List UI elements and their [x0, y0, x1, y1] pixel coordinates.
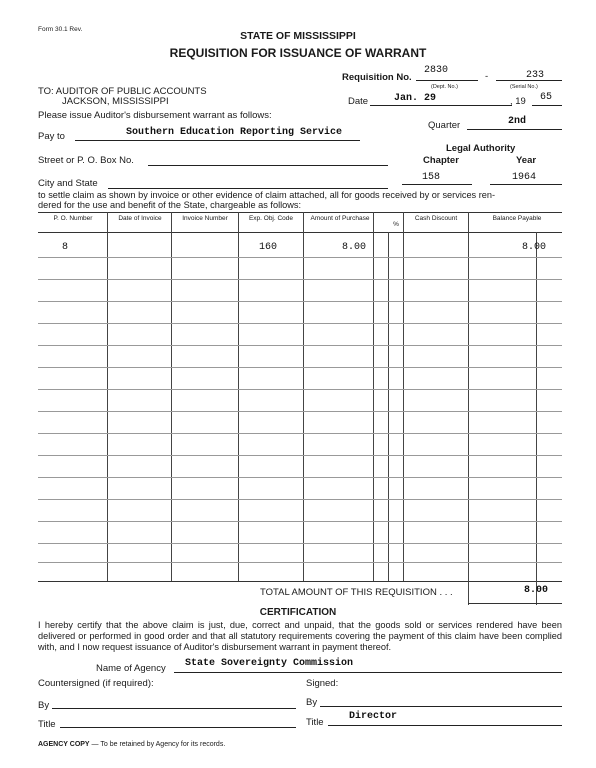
header-date-of-invoice: Date of Invoice	[118, 215, 162, 222]
signed-by-label: By	[306, 697, 318, 708]
addressee-line2: JACKSON, MISSISSIPPI	[62, 96, 169, 107]
serial-caption: (Serial No.)	[510, 84, 538, 90]
header-exp-obj-code: Exp. Obj. Code	[248, 215, 294, 222]
pay-to-value[interactable]: Southern Education Reporting Service	[126, 127, 343, 138]
header-balance-payable: Balance Payable	[492, 215, 542, 222]
cell-po-number[interactable]: 8	[62, 242, 69, 253]
chapter-value[interactable]: 158	[422, 172, 441, 183]
header-cash-discount: Cash Discount	[414, 215, 458, 222]
footer-note	[38, 741, 225, 748]
date-value[interactable]: Jan. 29	[394, 93, 437, 104]
requisition-label: Requisition No.	[342, 72, 412, 83]
year-label: Year	[516, 155, 537, 166]
state-title: STATE OF MISSISSIPPI	[240, 30, 356, 42]
agency-value[interactable]: State Sovereignty Commission	[185, 658, 354, 669]
signed-title-label: Title	[306, 717, 324, 728]
header-invoice-number: Invoice Number	[182, 215, 228, 222]
city-label: City and State	[38, 178, 98, 189]
cell-exp-obj-code[interactable]: 160	[259, 242, 278, 253]
date-year-prefix: , 19	[510, 96, 526, 107]
quarter-label: Quarter	[428, 120, 461, 131]
signed-title-value[interactable]: Director	[349, 711, 398, 722]
total-value: 8.00	[524, 585, 549, 596]
quarter-value[interactable]: 2nd	[508, 116, 527, 127]
instruction-text: Please issue Auditor's disbursement warrant as follows:	[38, 110, 272, 121]
form-title: REQUISITION FOR ISSUANCE OF WARRANT	[169, 46, 427, 60]
agency-label: Name of Agency	[96, 663, 166, 674]
street-label: Street or P. O. Box No.	[38, 155, 134, 166]
year-value[interactable]: 1964	[512, 172, 537, 183]
footer-text: — To be retained by Agency for its records.	[89, 741, 226, 748]
signed-by-line[interactable]	[320, 706, 562, 707]
date-year[interactable]: 65	[540, 92, 553, 103]
signed-label: Signed:	[306, 678, 339, 689]
signed-title-line	[328, 725, 562, 726]
certification-text: I hereby certify that the above claim is just, due, correct and unpaid, that the goods sold or services rendered have been delivered or performed in good order and that all statutory requirements covering the payment of this claim have been complied with, and I now request issuance of Auditor's disbursement warrant in payment thereof.	[38, 620, 562, 653]
cell-balance-payable[interactable]: 8.00	[522, 242, 547, 253]
requisition-dash: -	[485, 71, 489, 82]
footer-agency-copy: AGENCY COPY	[38, 741, 90, 748]
date-label: Date	[348, 96, 369, 107]
line-items-table	[38, 212, 562, 605]
chapter-label: Chapter	[423, 155, 459, 166]
addressee-line1: TO: AUDITOR OF PUBLIC ACCOUNTS	[38, 86, 207, 97]
countersign-title-line[interactable]	[60, 727, 296, 728]
countersign-title-label: Title	[38, 719, 56, 730]
pay-to-label: Pay to	[38, 131, 65, 142]
certification-heading: CERTIFICATION	[259, 607, 337, 618]
countersigned-label: Countersigned (if required):	[38, 678, 154, 689]
serial-number[interactable]: 233	[526, 70, 545, 81]
header-po-number: P. O. Number	[53, 215, 93, 222]
total-label: TOTAL AMOUNT OF THIS REQUISITION . . .	[260, 587, 453, 598]
legal-authority-label: Legal Authority	[446, 143, 516, 154]
form-number: Form 30.1 Rev.	[38, 26, 83, 33]
dept-number[interactable]: 2830	[424, 65, 449, 76]
header-amount-of-purchase: Amount of Purchase	[310, 215, 370, 222]
header-percent: %	[393, 221, 399, 228]
claim-text-1: to settle claim as shown by invoice or other evidence of claim attached, all for goods received by or services ren-	[38, 190, 496, 200]
countersign-by-line[interactable]	[52, 708, 296, 709]
countersign-by-label: By	[38, 700, 50, 711]
cell-amount-of-purchase[interactable]: 8.00	[342, 242, 367, 253]
dept-caption: (Dept. No.)	[431, 84, 458, 90]
claim-text-2: dered for the use and benefit of the State, chargeable as follows:	[38, 200, 302, 210]
